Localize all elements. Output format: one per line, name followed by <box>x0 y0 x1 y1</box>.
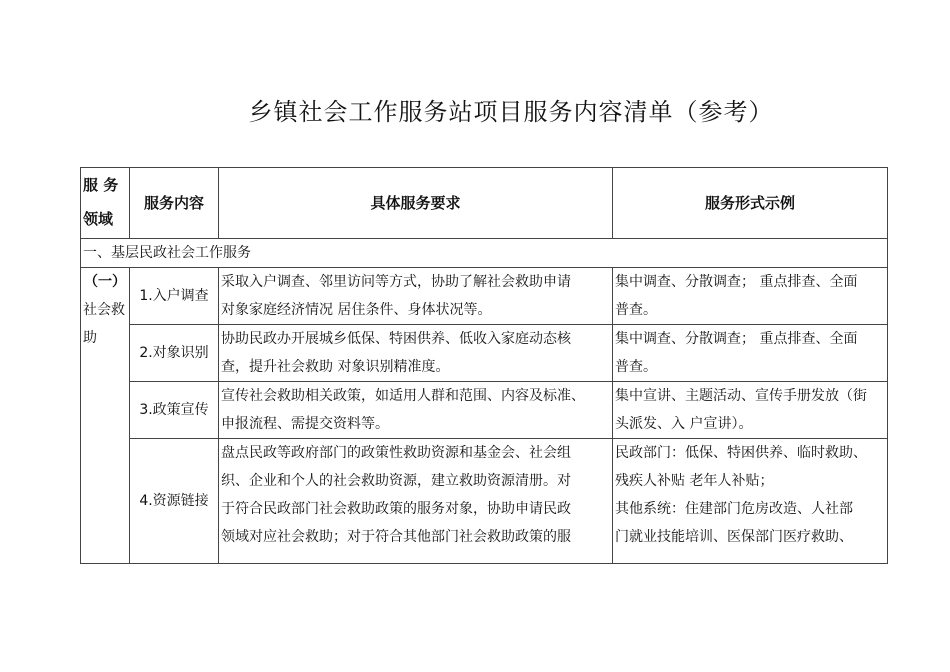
form-line: 集中调查、分散调查； 重点排查、全面 <box>615 331 858 347</box>
header-content: 服务内容 <box>130 168 219 239</box>
form-cell <box>613 325 888 382</box>
form-cell <box>613 439 888 564</box>
subsection-cell <box>81 268 130 564</box>
form-line: 残疾人补贴 老年人补贴； <box>615 473 774 489</box>
requirement-line: 查，提升社会救助 对象识别精准度。 <box>221 359 450 375</box>
header-requirement: 具体服务要求 <box>219 168 613 239</box>
form-line: 门就业技能培训、医保部门医疗救助、 <box>615 529 853 545</box>
form-line: 普查。 <box>615 302 657 318</box>
requirement-line: 采取入户调查、邻里访问等方式，协助了解社会救助申请 <box>221 274 571 290</box>
table-row <box>81 382 888 439</box>
content-cell: 1.入户调查 <box>130 268 219 325</box>
table-header-row <box>81 168 888 239</box>
section-row <box>81 239 888 268</box>
header-field: 服 务 领域 <box>81 168 130 239</box>
requirement-line: 于符合民政部门社会救助政策的服务对象，协助申请民政 <box>221 501 571 517</box>
requirement-cell <box>219 325 613 382</box>
table-row <box>81 268 888 325</box>
subsection-label: （一） <box>84 274 126 290</box>
document-title: 乡镇社会工作服务站项目服务内容清单（参考） <box>248 98 774 126</box>
content-cell: 3.政策宣传 <box>130 382 219 439</box>
requirement-line: 对象家庭经济情况 居住条件、身体状况等。 <box>221 302 492 318</box>
table-row <box>81 439 888 564</box>
requirement-line: 领域对应社会救助；对于符合其他部门社会救助政策的服 <box>221 529 571 545</box>
form-cell <box>613 268 888 325</box>
requirement-line: 协助民政办开展城乡低保、特困供养、低收入家庭动态核 <box>221 331 571 347</box>
form-cell <box>613 382 888 439</box>
header-form: 服务形式示例 <box>613 168 888 239</box>
service-content-table <box>80 167 888 564</box>
form-line: 普查。 <box>615 359 657 375</box>
requirement-line: 宣传社会救助相关政策，如适用人群和范围、内容及标准、 <box>221 388 585 404</box>
requirement-cell <box>219 439 613 564</box>
form-line: 其他系统：住建部门危房改造、人社部 <box>615 501 853 517</box>
form-line: 集中调查、分散调查； 重点排查、全面 <box>615 274 858 290</box>
content-cell: 2.对象识别 <box>130 325 219 382</box>
form-line: 集中宣讲、主题活动、宣传手册发放（街 <box>615 388 867 404</box>
form-line: 头派发、入 户宣讲）。 <box>615 416 753 432</box>
requirement-line: 盘点民政等政府部门的政策性救助资源和基金会、社会组 <box>221 445 571 461</box>
form-line: 民政部门：低保、特困供养、临时救助、 <box>615 445 867 461</box>
requirement-cell <box>219 268 613 325</box>
section-title: 一、基层民政社会工作服务 <box>81 239 888 268</box>
table-row <box>81 325 888 382</box>
requirement-cell <box>219 382 613 439</box>
subsection-name: 社会救助 <box>83 302 125 346</box>
content-cell: 4.资源链接 <box>130 439 219 564</box>
requirement-line: 申报流程、需提交资料等。 <box>221 416 389 432</box>
requirement-line: 织、企业和个人的社会救助资源，建立救助资源清册。对 <box>221 473 571 489</box>
